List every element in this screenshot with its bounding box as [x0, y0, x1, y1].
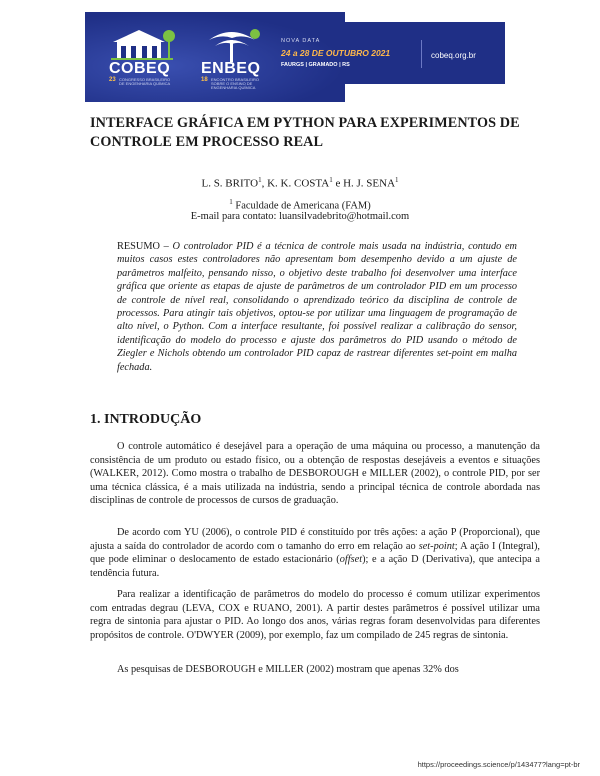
cobeq-logo-text: COBEQ — [109, 60, 171, 77]
banner-new-date-label: NOVA DATA — [281, 38, 321, 44]
conference-banner — [95, 22, 505, 90]
paragraph-text: De acordo com YU (2006), o controle PID é constituído por três ações: a ação P (Proporcional), que ajusta a saída do controlador de acordo com o tamanho do erro em relação ao — [90, 527, 540, 552]
paragraph-text: ; A ação I (Integral), que pode eliminar o deslocamento de estado estacionário ( — [90, 540, 540, 565]
body-paragraph — [90, 588, 540, 642]
section-heading: 1. INTRODUÇÃO — [90, 412, 202, 427]
body-paragraph — [90, 440, 540, 508]
affiliation-marker: 1 — [395, 176, 399, 184]
cobeq-edition: 23 — [109, 77, 116, 83]
author-separator: e — [332, 177, 344, 190]
banner-date: 24 a 28 DE OUTUBRO 2021 — [281, 48, 391, 58]
paper-title: INTERFACE GRÁFICA EM PYTHON PARA EXPERIMENTOS DE CONTROLE EM PROCESSO REAL — [90, 115, 520, 150]
banner-website[interactable]: cobeq.org.br — [431, 51, 476, 60]
paragraph-term: offset — [339, 554, 363, 565]
affiliation-marker: 1 — [329, 176, 333, 184]
abstract — [117, 240, 517, 374]
author-name: H. J. SENA — [343, 177, 396, 190]
affiliation-marker: 1 — [258, 176, 262, 184]
footer-url[interactable]: https://proceedings.science/p/143477?lang=pt-br — [417, 760, 580, 769]
paragraph-text: O controle automático é desejável para a operação de uma máquina ou processo, a manutenção da consistência de um produto ou estado físico, ou a obtenção de respostas desejáveis a eventos e situações (WALKER, 2012). Como mostra o trabalho de DESBOROUGH e MILLER (2002), o controle PID, por ser uma técnica clássica, é a mais utilizada na indústria, sendo a principal técnica de controle abordada nas disciplinas de controle de processos de cursos de graduação. — [90, 441, 540, 506]
banner-divider — [421, 40, 422, 68]
author-separator: , — [261, 177, 268, 190]
enbeq-edition: 18 — [201, 77, 208, 83]
author-name: K. K. COSTA — [267, 177, 330, 190]
banner-place: FAURGS | GRAMADO | RS — [281, 62, 350, 68]
contact-email: E-mail para contato: luansilvadebrito@hotmail.com — [190, 211, 410, 222]
abstract-label: RESUMO – — [117, 241, 173, 252]
paragraph-text: Para realizar a identificação de parâmetros do modelo do processo é comum utilizar experimentos com entradas degrau (LEVA, COX e RUANO, 2001). A partir destes parâmetros é possível utilizar uma regra de sintonia para ajustar o PID. Ao longo dos anos, várias regras foram desenvolvidas para diferentes propósitos de controle. O'DWYER (2009), por exemplo, faz um compilado de 245 regras de sintonia. — [90, 589, 540, 641]
abstract-text: O controlador PID é a técnica de controle mais usada na indústria, contudo em muitos casos estes controladores não apresentam bom desempenho devido a um ajuste de parâmetros malfeito, pensando nisso, o objetivo deste trabalho foi desenvolver uma interface gráfica que oriente as etapas de ajuste de parâmetros de um controlador PID em um processo de controle de nível real, consolidando o aprendizado teórico da disciplina de controle de processos. Para atingir tais objetivos, optou-se por utilizar uma linguagem de programação de alto nível, o Python. Com a interface resultante, foi possível realizar a calibração do sensor, identificação do modelo do processo e ajuste dos parâmetros do PID usando o método de Ziegler e Nichols obtendo um controlador PID capaz de rastrear diferentes set-point em malha fechada. — [117, 241, 517, 373]
affiliation-marker: 1 — [229, 198, 233, 206]
enbeq-subtitle: ENCONTRO BRASILEIRO SOBRE O ENSINO DE ENGENHARIA QUÍMICA — [211, 77, 260, 90]
affiliation — [0, 198, 600, 212]
cobeq-subtitle: CONGRESSO BRASILEIRO DE ENGENHARIA QUÍMICA — [119, 77, 171, 86]
paragraph-term: set-point — [418, 540, 455, 552]
enbeq-logo-text: ENBEQ — [201, 60, 261, 77]
author-list — [0, 176, 600, 190]
paragraph-text: As pesquisas de DESBOROUGH e MILLER (2002) mostram que apenas 32% dos — [117, 664, 459, 675]
paragraph-text: ); e a ação D (Derivativa), que antecipa a tendência futura. — [90, 554, 540, 579]
author-name: L. S. BRITO — [201, 177, 259, 190]
body-paragraph — [90, 526, 540, 580]
affiliation-text: Faculdade de Americana (FAM) — [235, 200, 371, 212]
body-paragraph — [90, 663, 540, 677]
